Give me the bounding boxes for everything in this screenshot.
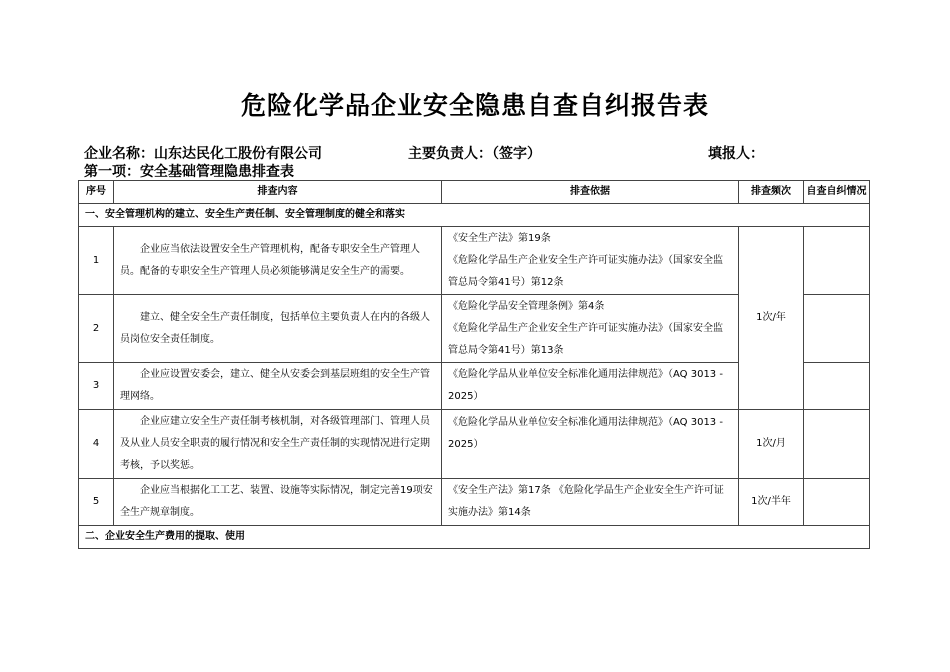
basis-line: 《危险化学品从业单位安全标准化通用法律规范》（AQ 3013 - 2025） [448,369,723,402]
section-row [79,526,870,549]
col-header-basis: 排查依据 [442,181,739,204]
table-row [79,227,870,295]
report-title: 危险化学品企业安全隐患自查自纠报告表 [240,91,709,120]
row-basis [442,410,739,479]
basis-line: 《危险化学品安全管理条例》第4条 [448,300,605,312]
self-check-cell[interactable] [804,295,870,363]
row-frequency: 1次/月 [739,410,804,479]
col-header-no: 序号 [79,181,114,204]
row-content: 企业应当根据化工工艺、装置、设施等实际情况，制定完善19项安全生产规章制度。 [114,479,442,526]
basis-line: 《危险化学品生产企业安全生产许可证实施办法》（国家安全监管总局令第41号）第13条 [448,322,723,356]
self-check-cell[interactable] [804,363,870,410]
self-check-cell[interactable] [804,227,870,295]
company-name: 企业名称：山东达民化工股份有限公司 [84,146,322,162]
col-header-frequency: 排查频次 [739,181,804,204]
row-basis [442,479,739,526]
row-frequency: 1次/半年 [739,479,804,526]
row-content: 企业应当依法设置安全生产管理机构，配备专职安全生产管理人员。配备的专职安全生产管理人员必须能够满足安全生产的需要。 [114,227,442,295]
row-content: 企业应建立安全生产责任制考核机制，对各级管理部门、管理人员及从业人员安全职责的履行情况和安全生产责任制的实现情况进行定期考核，予以奖惩。 [114,410,442,479]
row-number: 4 [79,410,114,479]
section-title: 第一项：安全基础管理隐患排查表 [84,164,294,180]
section-label-2: 二、企业安全生产费用的提取、使用 [79,526,870,549]
row-content: 建立、健全安全生产责任制度，包括单位主要负责人在内的各级人员岗位安全责任制度。 [114,295,442,363]
row-frequency: 1次/年 [739,227,804,410]
section-row [79,204,870,227]
row-content: 企业应设置安委会，建立、健全从安委会到基层班组的安全生产管理网络。 [114,363,442,410]
basis-line: 《安全生产法》第19条 [448,232,551,244]
table-header-row [79,181,870,204]
row-basis [442,295,739,363]
responsible-person: 主要负责人：（签字） [408,146,541,162]
basis-line: 《危险化学品从业单位安全标准化通用法律规范》（AQ 3013 - 2025） [448,417,723,450]
basis-line: 《安全生产法》第17条 《危险化学品生产企业安全生产许可证实施办法》第14条 [448,485,724,518]
col-header-content: 排查内容 [114,181,442,204]
self-check-cell[interactable] [804,410,870,479]
reporter-label: 填报人： [708,146,764,162]
row-basis [442,227,739,295]
inspection-table [78,180,870,549]
table-row [79,410,870,479]
basis-line: 《危险化学品生产企业安全生产许可证实施办法》（国家安全监管总局令第41号）第12条 [448,254,723,288]
row-number: 5 [79,479,114,526]
section-label-1: 一、安全管理机构的建立、安全生产责任制、安全管理制度的健全和落实 [79,204,870,227]
row-number: 2 [79,295,114,363]
row-number: 3 [79,363,114,410]
row-number: 1 [79,227,114,295]
self-check-cell[interactable] [804,479,870,526]
row-basis [442,363,739,410]
col-header-self-check: 自查自纠情况 [804,181,870,204]
table-row [79,479,870,526]
